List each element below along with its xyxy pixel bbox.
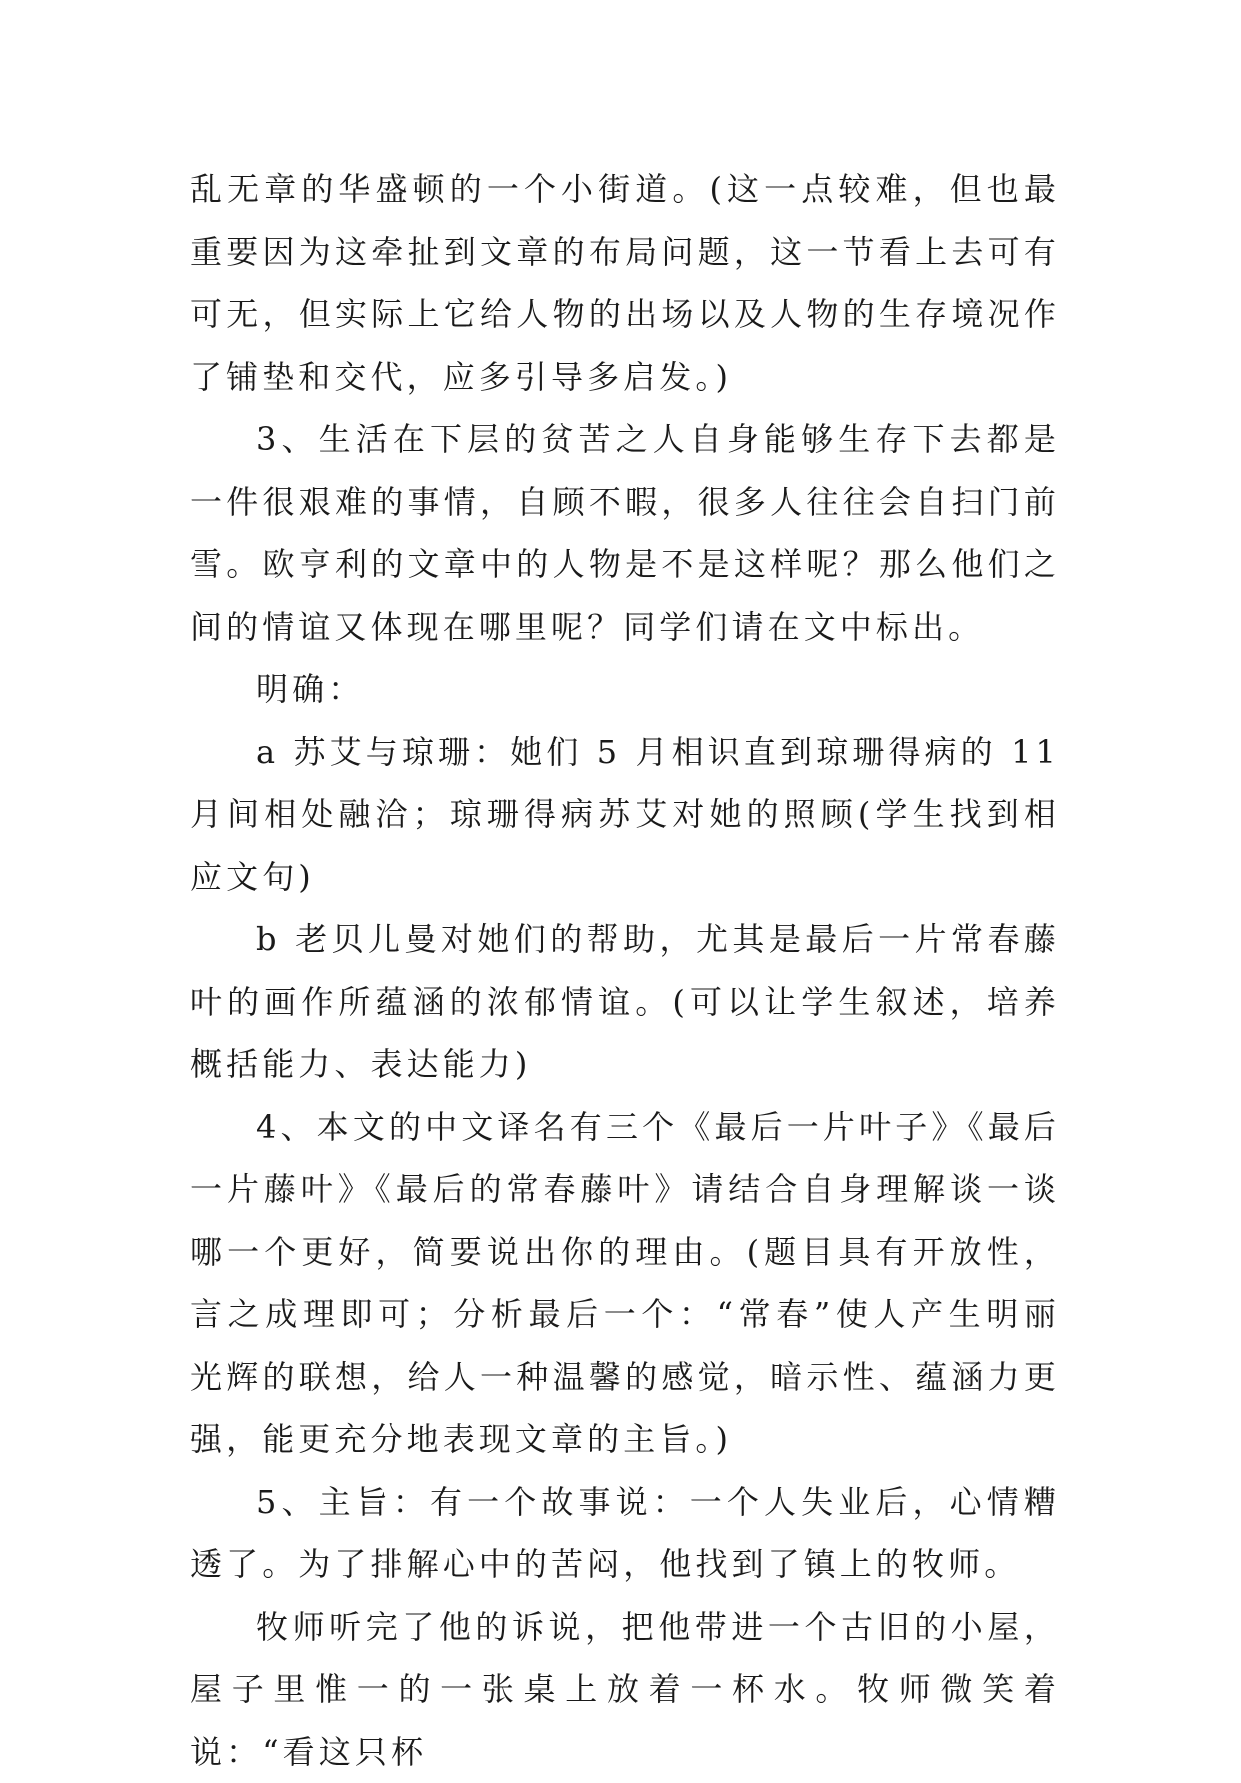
paragraph-answer-b: b 老贝儿曼对她们的帮助，尤其是最后一片常春藤叶的画作所蕴涵的浓郁情谊。(可以让学生叙述，培养概括能力、表达能力) xyxy=(190,908,1060,1096)
paragraph-continuation: 乱无章的华盛顿的一个小街道。(这一点较难，但也最重要因为这牵扯到文章的布局问题，这一节看上去可有可无，但实际上它给人物的出场以及人物的生存境况作了铺垫和交代，应多引导多启发。) xyxy=(190,158,1060,408)
paragraph-question-3: 3、生活在下层的贫苦之人自身能够生存下去都是一件很艰难的事情，自顾不暇，很多人往往会自扫门前雪。欧亨利的文章中的人物是不是这样呢？那么他们之间的情谊又体现在哪里呢？同学们请在文中标出。 xyxy=(190,408,1060,658)
paragraph-answer-label: 明确： xyxy=(190,658,1060,721)
paragraph-answer-a: a 苏艾与琼珊：她们 5 月相识直到琼珊得病的 11 月间相处融洽；琼珊得病苏艾对她的照顾(学生找到相应文句) xyxy=(190,721,1060,909)
paragraph-question-5: 5、主旨：有一个故事说：一个人失业后，心情糟透了。为了排解心中的苦闷，他找到了镇上的牧师。 xyxy=(190,1471,1060,1596)
paragraph-question-4: 4、本文的中文译名有三个《最后一片叶子》《最后一片藤叶》《最后的常春藤叶》请结合自身理解谈一谈哪一个更好，简要说出你的理由。(题目具有开放性，言之成理即可；分析最后一个：“常春”使人产生明丽光辉的联想，给人一种温馨的感觉，暗示性、蕴涵力更强，能更充分地表现文章的主旨。) xyxy=(190,1096,1060,1471)
document-body xyxy=(190,158,1060,1783)
paragraph-story: 牧师听完了他的诉说，把他带进一个古旧的小屋，屋子里惟一的一张桌上放着一杯水。牧师微笑着说：“看这只杯 xyxy=(190,1596,1060,1783)
